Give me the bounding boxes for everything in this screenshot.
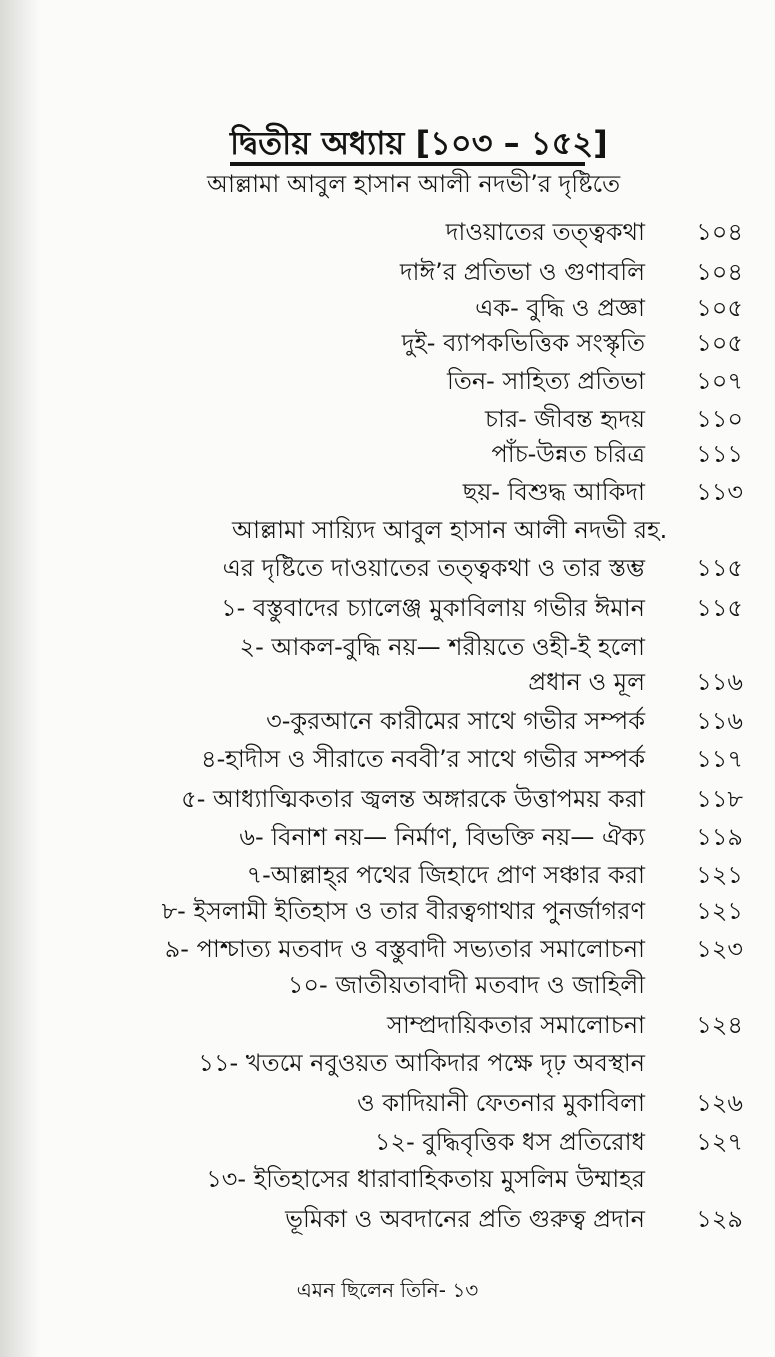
toc-entry (0, 1199, 775, 1239)
toc-entry-title: প্রধান ও মূল (528, 668, 645, 696)
toc-entry (0, 361, 775, 401)
toc-entry-page: ১১৫ (696, 594, 743, 622)
toc-entry-title: ৫- আধ্যাত্মিকতার জ্বলন্ত অঙ্গারকে উত্তাপময় করা (181, 785, 645, 813)
toc-entry-page: ১২১ (696, 861, 743, 889)
toc-entry (0, 627, 775, 667)
toc-entry (0, 212, 775, 252)
toc-entry (0, 1083, 775, 1123)
toc-entry (0, 434, 775, 474)
toc-entry-title: আল্লামা সায়্যিদ আবুল হাসান আলী নদভী রহ. (232, 516, 668, 544)
toc-entry-page: ১০৭ (696, 367, 743, 395)
toc-entry-page: ১০৫ (696, 329, 743, 357)
toc-entry-title: ৪-হাদীস ও সীরাতে নববী’র সাথে গভীর সম্পর্ক (201, 745, 645, 773)
toc-entry-page: ১১৭ (696, 745, 743, 773)
chapter-heading: দ্বিতীয় অধ্যায় [১০৩ – ১৫২] (230, 124, 608, 162)
toc-entry-title: আল্লামা আবুল হাসান আলী নদভী’র দৃষ্টিতে (207, 170, 621, 198)
toc-entry-title: চার- জীবন্ত হৃদয় (485, 405, 645, 433)
toc-entry-page: ১১৩ (696, 478, 743, 506)
toc-entry (0, 252, 775, 292)
toc-entry (0, 510, 775, 550)
toc-entry (0, 1122, 775, 1162)
toc-entry (0, 662, 775, 702)
toc-entry-page: ১১৮ (696, 785, 743, 813)
toc-entry-page: ১২১ (696, 897, 743, 925)
toc-entry-title: সাম্প্রদায়িকতার সমালোচনা (386, 1011, 645, 1039)
toc-entry-page: ১১৯ (696, 823, 743, 851)
toc-entry-page: ১১৬ (696, 707, 743, 735)
toc-entry (0, 588, 775, 628)
toc-entry-title: পাঁচ-উন্নত চরিত্র (491, 440, 645, 468)
toc-entry (0, 1005, 775, 1045)
toc-entry-title: দুই- ব্যাপকভিত্তিক সংস্কৃতি (401, 329, 645, 357)
toc-entry (0, 817, 775, 857)
toc-entry (0, 929, 775, 969)
page-footer: এমন ছিলেন তিনি- ১৩ (296, 1278, 479, 1302)
toc-entry (0, 855, 775, 895)
toc-entry-title: ১- বস্তুবাদের চ্যালেঞ্জ মুকাবিলায় গভীর ঈমান (221, 594, 645, 622)
toc-entry-title: ৮- ইসলামী ইতিহাস ও তার বীরত্বগাথার পুনর্জাগরণ (161, 897, 645, 925)
toc-entry (0, 288, 775, 328)
toc-entry-page: ১০৫ (696, 294, 743, 322)
toc-entry-page: ১১৫ (696, 554, 743, 582)
toc-entry-title: ও কাদিয়ানী ফেতনার মুকাবিলা (357, 1089, 645, 1117)
toc-entry-page: ১১৬ (696, 668, 743, 696)
toc-entry-page: ১২৬ (696, 1089, 743, 1117)
toc-entry (0, 399, 775, 439)
toc-entry-title: দাওয়াতের তত্ত্বকথা (445, 218, 645, 246)
toc-entry-title: ৯- পাশ্চাত্য মতবাদ ও বস্তুবাদী সভ্যতার সমালোচনা (164, 935, 645, 963)
toc-entry (0, 965, 775, 1005)
toc-entry-title: দাঈ’র প্রতিভা ও গুণাবলি (399, 258, 645, 286)
toc-entry-page: ১০৪ (696, 218, 743, 246)
toc-entry-title: ৬- বিনাশ নয়— নির্মাণ, বিভক্তি নয়— ঐক্য (239, 823, 645, 851)
toc-entry-title: ১০- জাতীয়তাবাদী মতবাদ ও জাহিলী (287, 971, 645, 999)
toc-entry (0, 779, 775, 819)
toc-entry-title: ভূমিকা ও অবদানের প্রতি গুরুত্ব প্রদান (285, 1205, 645, 1233)
toc-entry (0, 323, 775, 363)
toc-entry-page: ১২৯ (696, 1205, 743, 1233)
toc-entry-title: ছয়- বিশুদ্ধ আকিদা (462, 478, 645, 506)
toc-entry-page: ১১০ (696, 405, 743, 433)
toc-entry-title: ২- আকল-বুদ্ধি নয়— শরীয়তে ওহী-ই হলো (239, 633, 645, 661)
toc-entry (0, 739, 775, 779)
toc-entry (0, 1159, 775, 1199)
toc-entry-title: ১২- বুদ্ধিবৃত্তিক ধস প্রতিরোধ (374, 1128, 645, 1156)
toc-entry-title: ৭-আল্লাহ্‌র পথের জিহাদে প্রাণ সঞ্চার করা (246, 861, 645, 889)
toc-entry-page: ১২৭ (696, 1128, 743, 1156)
toc-entry-title: ৩-কুরআনে কারীমের সাথে গভীর সম্পর্ক (266, 707, 645, 735)
toc-entry-title: এক- বুদ্ধি ও প্রজ্ঞা (475, 294, 645, 322)
toc-entry-title: ১১- খতমে নবুওয়ত আকিদার পক্ষে দৃঢ় অবস্থান (198, 1049, 645, 1077)
toc-entry (0, 1043, 775, 1083)
toc-entry (0, 701, 775, 741)
toc-entry-title: তিন- সাহিত্য প্রতিভা (446, 367, 645, 395)
toc-entry-page: ১২৩ (696, 935, 743, 963)
toc-entry-page: ১১১ (696, 440, 743, 468)
toc-entry (0, 472, 775, 512)
toc-entry-title: এর দৃষ্টিতে দাওয়াতের তত্ত্বকথা ও তার স্তম্ভ (222, 554, 645, 582)
toc-entry-title: ১৩- ইতিহাসের ধারাবাহিকতায় মুসলিম উম্মাহর (206, 1165, 645, 1193)
toc-entry-page: ১০৪ (696, 258, 743, 286)
toc-entry (0, 548, 775, 588)
toc-entry (0, 164, 775, 204)
toc-entry (0, 891, 775, 931)
toc-entry-page: ১২৪ (696, 1011, 743, 1039)
